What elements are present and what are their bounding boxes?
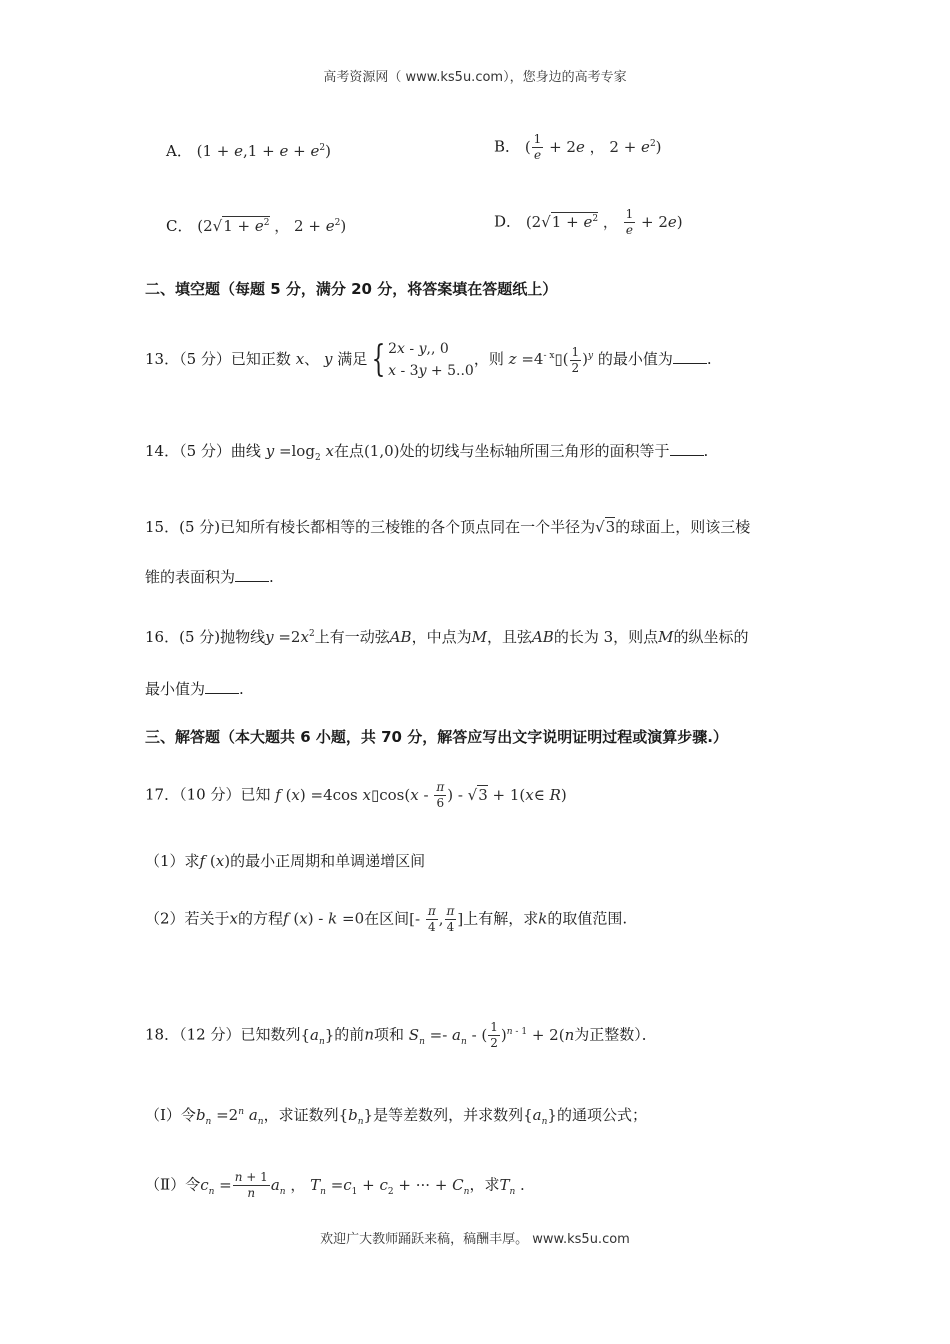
q18-text-d: 为正整数）． [574,1025,657,1044]
q15-text-b: 的球面上，则该三棱 [615,518,751,536]
q17-p2-x: x [229,909,239,928]
q15-answer-blank[interactable] [235,567,269,582]
q18-p2-text-a: （Ⅱ）令 [145,1175,201,1194]
q14-point: (1,0) [363,442,400,460]
q18-number: 18． [145,1025,180,1044]
q14-text-c: 处的切线与坐标轴所围三角形的面积等于 [399,442,670,460]
option-d[interactable] [494,207,683,238]
q18-sum-formula: $S_n =- a_n$ - ( $\frac{1}{2}$ )$^{n - 1}$ + 2(n [408,1020,575,1050]
option-c-math: ($2√1 + e^2$ ， $2 + e^2$) [197,217,347,235]
q13-var-y: y [319,350,338,368]
question-16-line-2 [145,678,244,699]
q14-number: 14． [145,442,180,460]
q18-seq-an: $\{a_n\}$ [300,1025,335,1047]
question-18-part-1 [145,1104,647,1127]
option-d-math: ($2√1 + e^2$ ， $\frac{1}{e}$ + 2e) [525,207,683,237]
question-18-part-2 [145,1170,525,1201]
question-14 [145,440,708,463]
q13-text-d: ，则 [473,350,504,368]
question-17 [145,780,567,811]
q17-number: 17． [145,785,180,804]
q17-p2-text-b: 的方程 [238,909,284,928]
q18-p2-cn-def: $c_n$ = $\frac{n + 1}{n}$ $a_n$ ， $T_n =c_1 + c_2$ + ··· + $C_n$ [200,1170,470,1200]
section-2-title: 二、填空题（每题 5 分，满分 20 分，将答案填在答题纸上） [145,280,558,298]
q17-p2-interval: [- $\frac{\pi}{4}$ , $\frac{\pi}{4}$ ] [409,904,464,934]
section-3-title: 三、解答题（本大题共 6 小题，共 70 分，解答应写出文字说明证明过程或演算步骤.） [145,728,728,746]
q18-p1-text-b: ，求证数列 [263,1106,339,1124]
question-13 [145,338,712,382]
q14-text-b: 在点 [333,442,364,460]
q15-text-c: 锥的表面积为 [145,568,236,586]
page-header: 高考资源网（ www.ks5u.com），您身边的高考专家 [323,70,627,85]
q16-text-a: 16．(5 分)抛物线 [145,628,266,646]
q16-chord-ab: AB [389,628,412,646]
q13-text-a: （5 分）已知正数 [179,350,291,368]
q16-chord-ab-2: AB [531,628,554,646]
q15-radius: √3 [595,518,616,536]
question-17-part-1 [145,850,425,871]
page-footer: 欢迎广大教师踊跃来稿，稿酬丰厚。 www.ks5u.com [320,1232,630,1247]
q16-text-g: 最小值为 [145,680,206,698]
q13-answer-blank[interactable] [673,349,707,364]
q17-p1-fx: f (x) [199,852,231,870]
q16-text-e: 的长为 3，则点 [553,628,659,646]
q13-number: 13． [145,350,180,368]
option-c-label: C． [166,217,193,235]
q13-text-c: 满足 [337,350,368,368]
q16-text-f: 的纵坐标的 [673,628,749,646]
question-15-line-1 [145,516,750,537]
q15-end: . [269,568,274,586]
q17-p2-text-e: 的取值范围. [547,909,628,928]
q18-p1-seq-bn: $\{b_n\}$ [338,1106,374,1127]
question-15-line-2 [145,566,274,587]
q16-point-m-2: M [658,628,674,646]
q13-var-x: x [295,350,305,368]
option-c[interactable] [166,215,346,236]
q16-answer-blank[interactable] [205,679,239,694]
q17-p2-k: k [538,909,548,928]
q18-text-c: 项和 [373,1025,404,1044]
option-a[interactable] [166,140,331,161]
q17-p2-text-a: （2）若关于 [145,909,230,928]
q16-text-d: ，且弦 [486,628,532,646]
q18-p1-seq-an: $\{a_n\}$ [523,1106,557,1127]
q16-text-c: ，中点为 [411,628,472,646]
option-a-math: $(1 + e,1 + e + e^2)$ [196,142,331,160]
q14-end: . [703,442,709,460]
q14-curve: $y =\log_2$ x [265,442,334,463]
q14-text-a: （5 分）曲线 [179,442,261,460]
q13-expression: $z =4^{- x}▯$( $\frac{1}{2}$ )$^y$ [508,344,594,375]
option-b-label: B． [494,137,521,156]
q16-point-m: M [471,628,487,646]
q16-text-b: 上有一动弦 [314,628,390,646]
q18-text-b: 的前 [334,1025,365,1044]
q16-end: . [239,680,244,698]
question-18 [145,1020,657,1051]
q13-end: . [706,350,712,368]
q17-p2-text-c: 在区间 [364,909,410,928]
q18-p1-bn-def: $b_n =2^n$ $a_n$ [195,1106,264,1127]
q17-p2-text-d: 上有解，求 [463,909,539,928]
q18-p1-text-d: 的通项公式； [556,1106,647,1124]
option-b[interactable] [494,132,662,163]
q13-system: 2x - y,, 0 x - 3y + 5..0 [388,341,474,379]
q18-p1-text-c: 是等差数列，并求数列 [373,1106,524,1124]
q17-p1-text-b: 的最小正周期和单调递增区间 [230,852,426,870]
q13-text-b: 、 [304,350,320,368]
q18-n: n [364,1025,374,1044]
q18-p2-text-b: ，求 [469,1175,500,1194]
question-17-part-2 [145,904,627,935]
q17-text-a: （10 分）已知 [179,785,271,804]
option-a-label: A． [166,142,192,160]
q16-parabola: $y =2x^2$ [265,628,315,646]
q15-text-a: 15．(5 分)已知所有棱长都相等的三棱锥的各个顶点同在一个半径为 [145,518,596,536]
option-b-math: ( $\frac{1}{e}$ + 2e ， $2 + e^2$) [524,132,662,162]
option-d-label: D． [494,212,522,231]
q13-text-e: 的最小值为 [597,350,673,368]
q14-answer-blank[interactable] [670,441,704,456]
q18-text-a: （12 分）已知数列 [179,1025,301,1044]
q18-p1-text-a: （Ⅰ）令 [145,1106,196,1124]
q17-function: f (x) =4cos x▯cos(x - $\frac{\pi}{6}$ ) - √3 + 1(x∈ R) [275,780,567,810]
q13-brace: { [371,339,386,380]
q17-p2-equation: f (x) - k =0 [283,909,365,928]
q18-p2-tn: $T_n$ . [499,1175,525,1197]
question-16-line-1 [145,626,749,647]
q17-p1-text-a: （1）求 [145,852,200,870]
